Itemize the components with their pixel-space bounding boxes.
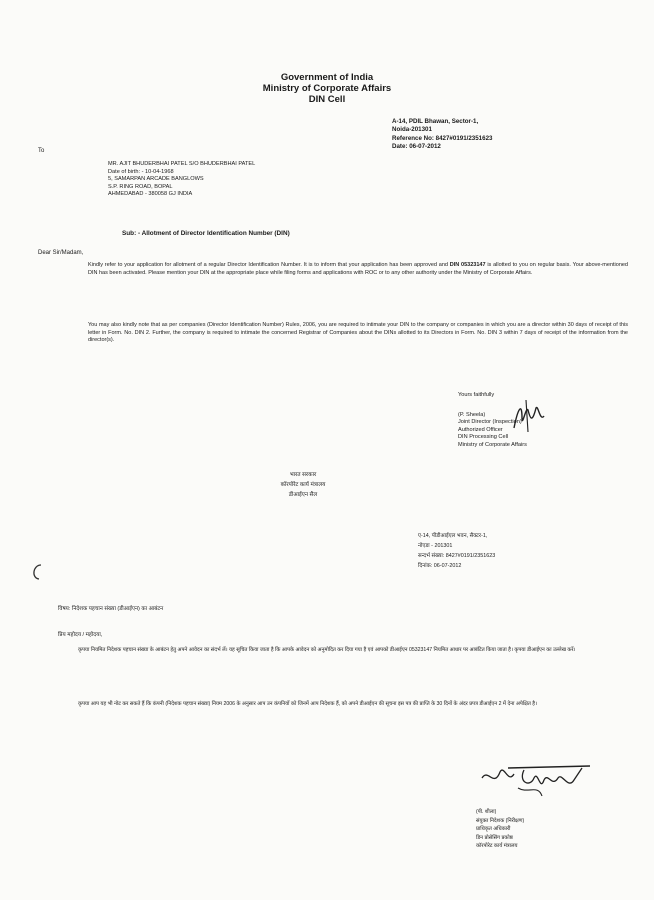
hindi-address xyxy=(418,531,495,571)
paragraph-1 xyxy=(88,262,628,277)
hindi-signatory-title2: प्राधिकृत अधिकारी xyxy=(476,826,511,833)
hindi-reference: सन्दर्भ संख्या: 8427#0191/2351623 xyxy=(418,553,496,559)
paragraph-1-b: is allotted to you on regular basis. Your above-mentioned DIN has been activated. Please mention your DIN at the appropriate place while filing forms and applications with ROC or to any other authority under the Ministry of Corporate Affairs. xyxy=(88,262,628,276)
recipient-address1: 5, SAMARPAN ARCADE BANGLOWS xyxy=(108,176,204,183)
signoff-block xyxy=(458,392,527,450)
signature-hindi xyxy=(478,758,598,806)
salutation: Dear Sir/Madam, xyxy=(38,250,84,256)
yours-faithfully: Yours faithfully xyxy=(458,392,495,398)
recipient-dob: Date of birth: - 10-04-1968 xyxy=(108,168,174,175)
hindi-address-line1: ए-14, पीडीआईएल भवन, सैक्टर-1, xyxy=(418,533,488,539)
hindi-letterhead-line1: भारत सरकार xyxy=(289,472,317,478)
signatory-title2: Authorized Officer xyxy=(458,426,503,433)
subject-line: Sub: - Allotment of Director Identification Number (DIN) xyxy=(122,230,290,237)
hindi-letterhead-line2: कॉरपोरेट कार्य मंत्रालय xyxy=(280,482,326,488)
hindi-signatory-title1: संयुक्त निदेशक (निरीक्षण) xyxy=(476,817,525,824)
hindi-address-line2: नोएडा - 201301 xyxy=(418,543,453,549)
hindi-date: दिनांक: 06-07-2012 xyxy=(418,563,462,569)
letterhead-line1: Government of India xyxy=(280,72,374,83)
hindi-paragraph-2: कृपया आप यह भी नोट कर सकते हैं कि कंपनी (निदेशक पहचान संख्या) नियम 2006 के अनुसार आप उन कंपनियों को जिनमें आप निदेशक हैं, को अपने डीआईएन की सूचना इस पत्र की प्राप्ति के 30 दिनों के अंदर प्रपत्र डीआईएन 2 में देना अपेक्षित है। xyxy=(78,701,537,707)
hindi-signatory-title3: डिन प्रोसेसिंग प्रकोष्ठ xyxy=(476,834,513,841)
letterhead xyxy=(0,72,654,105)
recipient-address2: S.P. RING ROAD, BOPAL xyxy=(108,183,173,190)
punch-hole-mark xyxy=(30,562,44,582)
letterhead-line2: Ministry of Corporate Affairs xyxy=(262,83,392,94)
hindi-letterhead-line3: डीआईएन सैल xyxy=(288,492,318,498)
recipient-address3: AHMEDABAD - 380058 GJ INDIA xyxy=(108,191,193,198)
hindi-signatory-title4: कॉरपोरेट कार्य मंत्रालय xyxy=(476,843,518,850)
reference-number: Reference No: 8427#0191/2351623 xyxy=(392,134,493,142)
paragraph-2: You may also kindly note that as per companies (Director Identification Number) Rules, 2006, you are required to intimate your DIN to the company or companies in which you are a director within 30 days of receipt of this letter in Form. No. DIN 2. Further, the company is required to intimate the concerned Registrar of Companies about the DINs allotted to its Directors in Form. No. DIN 3 within 7 days of receipt of the information from the director(s). xyxy=(88,322,628,343)
address-line1: A-14, PDIL Bhawan, Sector-1, xyxy=(392,118,479,125)
to-label: To xyxy=(38,148,45,154)
hindi-paragraph-1: कृपया नियमित निदेशक पहचान संख्या के आबंटन हेतु अपने आवेदन का संदर्भ लें। यह सूचित किया जाता है कि आपके आवेदन को अनुमोदित कर दिया गया है एवं आपको डीआईएन 05323147 नियमित आधार पर आबंटित किया जाता है। कृपया डीआईएन का उल्लेख करें। xyxy=(78,647,576,653)
hindi-salutation: प्रिय महोदय / महोदया, xyxy=(58,632,103,638)
signatory-title1: Joint Director (Inspection) xyxy=(458,419,522,426)
address-line2: Noida-201301 xyxy=(392,126,432,134)
signatory-name: (P. Sheela) xyxy=(458,411,486,418)
hindi-subject: विषय: निदेशक पहचान संख्या (डीआईएन) का आबंटन xyxy=(58,606,164,612)
hindi-signoff xyxy=(476,808,524,851)
din-number: DIN 05323147 xyxy=(449,262,486,268)
signatory-title3: DIN Processing Cell xyxy=(458,434,509,441)
paragraph-1-a: Kindly refer to your application for allotment of a regular Director Identification Number. It is to inform that your application has been approved and xyxy=(88,262,450,268)
sender-address xyxy=(392,118,492,152)
recipient-name: MR. AJIT BHUDERBHAI PATEL S/O BHUDERBHAI PATEL xyxy=(108,161,256,167)
hindi-letterhead xyxy=(248,470,358,500)
letter-date: Date: 06-07-2012 xyxy=(392,143,441,151)
signatory-title4: Ministry of Corporate Affairs xyxy=(458,441,527,448)
hindi-signatory-name: (पी. शीला) xyxy=(476,809,497,815)
recipient-block xyxy=(108,161,255,199)
letterhead-line3: DIN Cell xyxy=(308,94,346,105)
